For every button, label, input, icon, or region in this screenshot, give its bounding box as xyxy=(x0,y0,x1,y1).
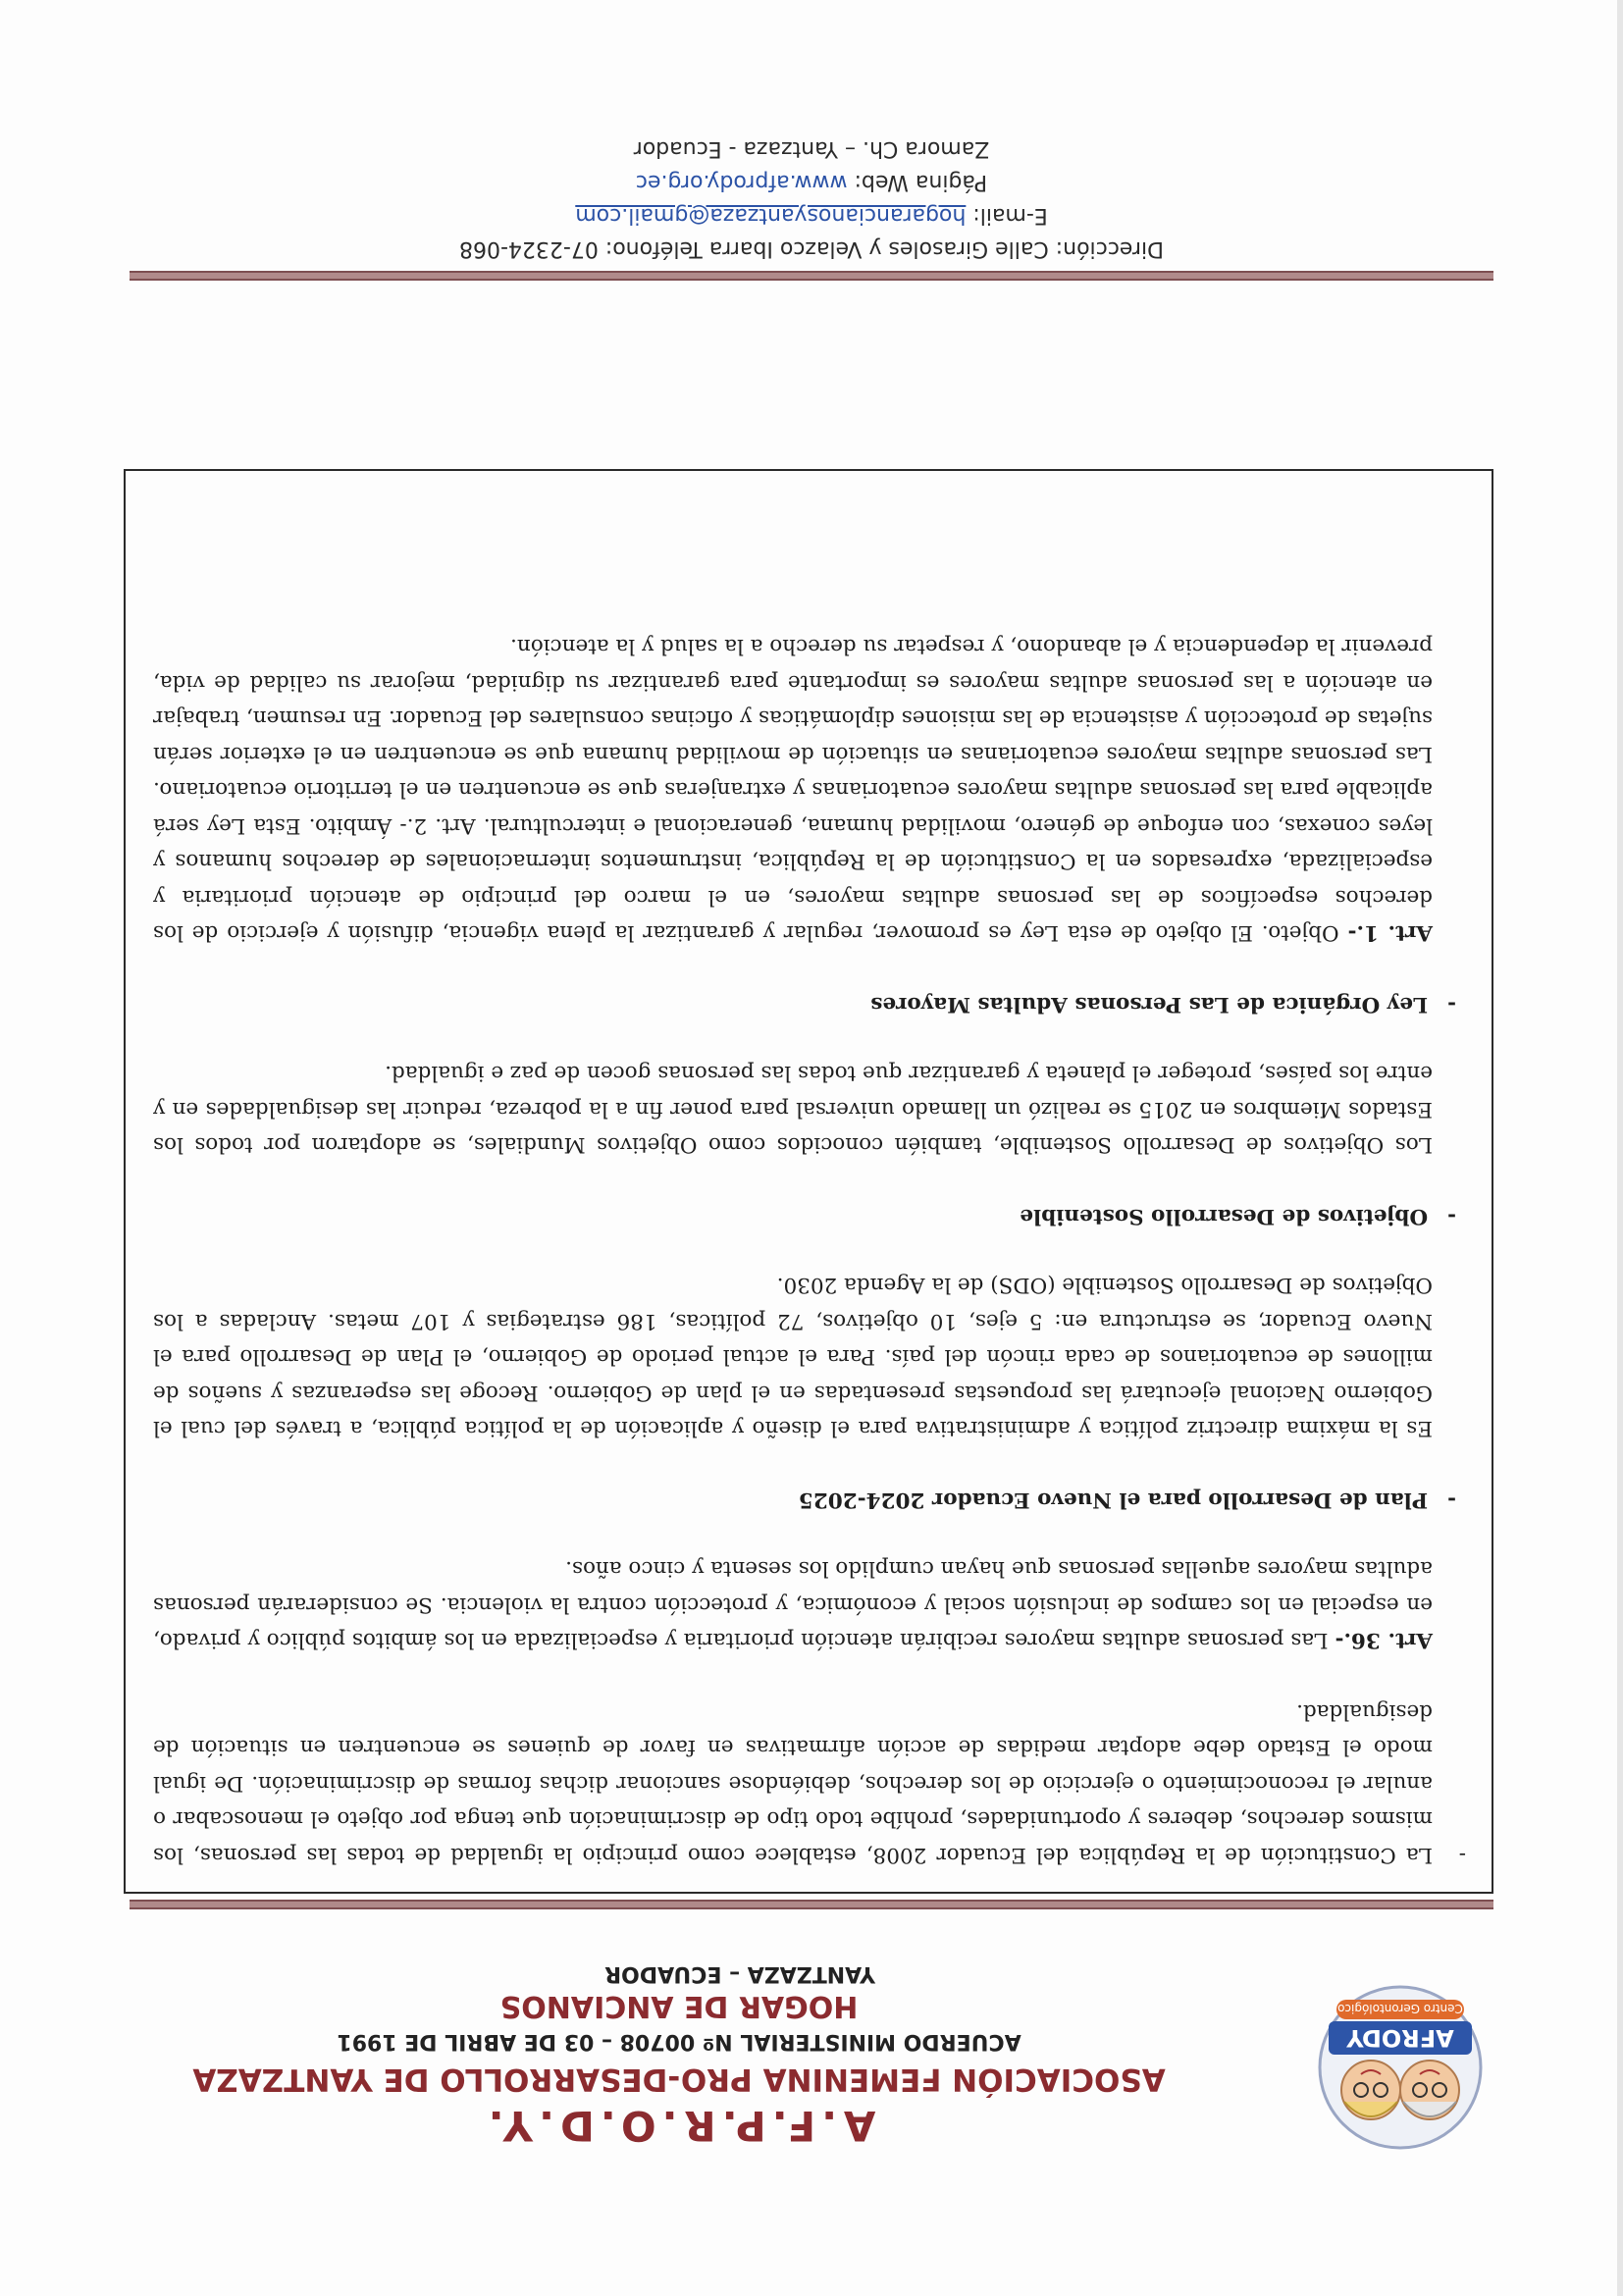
logo-title: AFRODY xyxy=(1346,2024,1454,2052)
ods-paragraph: Los Objetivos de Desarrollo Sostenible, también conocidos como Objetivos Mundiales, se adoptaron por todos los Estados Miembros en 2015 se realizó un llamado universal para poner fin a la pobreza, reducir las desigualdades en y entre los países, proteger el planeta y garantizar que todas las personas gocen de paz e igualdad. xyxy=(153,1061,1433,1158)
letterhead xyxy=(100,1915,1493,2151)
afrody-logo-icon xyxy=(1307,1984,1493,2151)
footer-divider xyxy=(130,271,1493,281)
body-box xyxy=(124,469,1493,1894)
footer-city: Zamora Ch. – Yantzaza - Ecuador xyxy=(633,136,990,161)
constitution-item: - La Constitución de la República del Ecuador 2008, establece como principio la igualdad de todas las personas, los mismos derechos, deberes y oportunidades, prohíbe todo tipo de discriminación que tenga por objeto el menoscabar o anular el reconocimiento o ejercicio de los derechos, debiéndose sancionar dichas formas de discriminación. De igual modo el Estado debe adoptar medidas de acción afirmativas en favor de quienes se encuentren en situación de desigualdad. xyxy=(153,1699,1466,1867)
footer-email-line: E-mail: hogarancianosyantzaza@gmail.com xyxy=(575,203,1048,228)
law-paragraph xyxy=(153,628,1433,951)
law-text: Objeto. El objeto de esta Ley es promover, regular y garantizar la plena vigencia, difusión y ejercicio de los derechos específicos de las personas adultas mayores, en el marco del principio de atención prioritaria y especializada, expresados en la Constitución de la República, instrumentos internacionales de derechos humanos y leyes conexas, con enfoque de género, movilidad humana, generacional e intercultural. Art. 2.- Ámbito. Esta Ley será aplicable para las personas adultas mayores ecuatorianas y extranjeras que se encuentren en el territorio ecuatoriano. Las personas adultas mayores ecuatorianas en situación de movilidad humana que se encuentren en el exterior serán sujetas de protección y asistencia de las misiones diplomáticas y oficinas consulares del Ecuador. En resumen, trabajar en atención a las personas adultas mayores es importante para garantizar su dignidad, mejorar su calidad de vida, prevenir la dependencia y el abandono, y respetar su derecho a la salud y la atención. xyxy=(153,634,1433,946)
plan-heading: -Plan de Desarrollo para el Nuevo Ecuador 2024-2025 xyxy=(798,1487,1456,1512)
org-acronym: A.F.P.R.O.D.Y. xyxy=(482,2102,876,2150)
logo-subtitle: Centro Gerontológico xyxy=(1337,2002,1463,2015)
org-home: HOGAR DE ANCIANOS xyxy=(499,1989,859,2023)
footer xyxy=(0,131,1623,265)
footer-web-line: Página Web: www.afprody.org.ec xyxy=(635,170,988,194)
art36-paragraph xyxy=(153,1550,1433,1658)
ods-heading: -Objetivos de Desarrollo Sostenible xyxy=(1020,1204,1456,1228)
law-art1-label: Art. 1.- xyxy=(1347,920,1433,946)
org-location: YANTZAZA – ECUADOR xyxy=(604,1961,875,1986)
org-block xyxy=(139,1958,1219,2151)
page-edge-shadow xyxy=(1617,0,1623,2296)
plan-paragraph: Es la máxima directriz política y administrativa para el diseño y aplicación de la política pública, a través del cual el Gobierno Nacional ejecutará las propuestas presentadas en el plan de Gobierno. Recoge las esperanzas y sueños de millones de ecuatorianos de cada rincón del país. Para el actual periodo de Gobierno, el Plan de Desarrollo para el Nuevo Ecuador, se estructura en: 5 ejes, 10 objetivos, 72 políticas, 186 estrategias y 107 metas. Ancladas a los Objetivos de Desarrollo Sostenible (ODS) de la Agenda 2030. xyxy=(153,1273,1433,1441)
art36-label: Art. 36.- xyxy=(1335,1628,1433,1653)
header-divider xyxy=(130,1900,1493,1909)
web-link[interactable]: www.afprody.org.ec xyxy=(635,170,848,194)
org-name: ASOCIACIÓN FEMENINA PRO-DESARROLLO DE YANTZAZA xyxy=(192,2061,1166,2097)
footer-address: Dirección: Calle Girasoles y Velazco Ibarra Teléfono: 07-2324-068 xyxy=(459,236,1165,261)
org-agreement: ACUERDO MINISTERIAL Nº 00708 – 03 DE ABRIL DE 1991 xyxy=(337,2029,1021,2054)
email-link[interactable]: hogarancianosyantzaza@gmail.com xyxy=(575,203,967,228)
law-heading: -Ley Orgánica de Las Personas Adultas Mayores xyxy=(870,992,1456,1017)
art36-text: Las personas adultas mayores recibirán atención prioritaria y especializada en los ámbitos público y privado, en especial en los campos de inclusión social y económica, y protección contra la violencia. Se considerarán personas adultas mayores aquellas personas que hayan cumplido los sesenta y cinco años. xyxy=(153,1556,1433,1653)
constitution-paragraph: La Constitución de la República del Ecuador 2008, establece como principio la igualdad de todas las personas, los mismos derechos, deberes y oportunidades, prohíbe todo tipo de discriminación que tenga por objeto el menoscabar o anular el reconocimiento o ejercicio de los derechos, debiéndose sancionar dichas formas de discriminación. De igual modo el Estado debe adoptar medidas de acción afirmativas en favor de quienes se encuentren en situación de desigualdad. xyxy=(153,1699,1433,1867)
